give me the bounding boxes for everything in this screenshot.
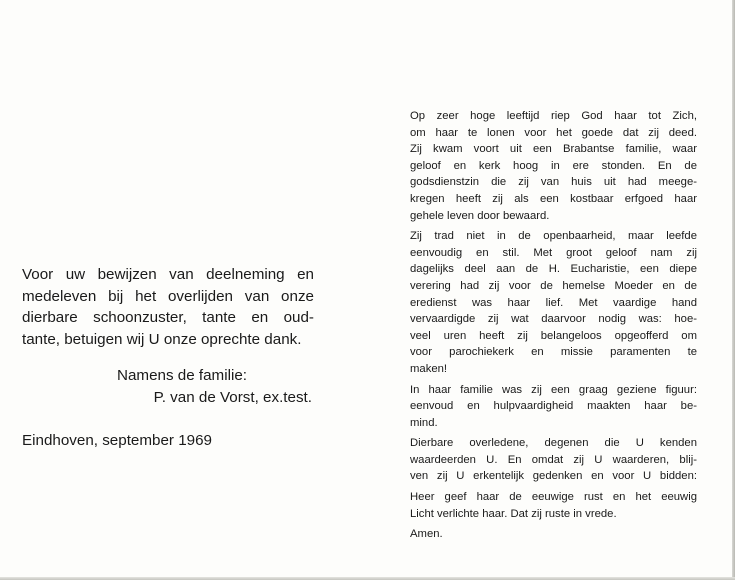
text-line: gehele leven door bewaard. bbox=[410, 209, 550, 222]
thanks-message bbox=[22, 264, 314, 350]
text-line: veel uren heeft zij belangeloos opgeofferd om bbox=[410, 329, 697, 342]
signature-name: P. van de Vorst, ex.test. bbox=[153, 388, 312, 406]
text-line: Zij trad niet in de openbaarheid, maar leefde bbox=[410, 230, 697, 243]
place-date: Eindhoven, september 1969 bbox=[22, 432, 212, 449]
thanks-line: medeleven bij het overlijden van onze bbox=[22, 287, 314, 305]
text-line: kregen heeft zij als een kostbaar erfgoed haar bbox=[410, 192, 697, 205]
text-line: verering had zij voor de hemelse Moeder en de bbox=[410, 279, 697, 292]
prayer-paragraph bbox=[410, 489, 697, 522]
text-line: om haar te lonen voor het goede dat zij deed. bbox=[410, 126, 697, 139]
thanks-line: Voor uw bewijzen van deelneming en bbox=[22, 266, 314, 283]
thanks-panel bbox=[22, 264, 314, 408]
signature-block bbox=[22, 365, 314, 408]
obituary-text bbox=[410, 108, 697, 547]
text-line: waardeerden U. En omdat zij U waarderen, blij- bbox=[410, 453, 697, 466]
text-line: In haar familie was zij een graag geziene figuur: bbox=[410, 383, 697, 396]
text-line: geloof en kerk hoog in ere stonden. En de bbox=[410, 159, 697, 172]
text-line: Op zeer hoge leeftijd riep God haar tot Zich, bbox=[410, 110, 697, 122]
text-line: Amen. bbox=[410, 528, 443, 541]
amen-closing bbox=[410, 526, 697, 543]
text-line: eredienst was haar lief. Met vaardige hand bbox=[410, 296, 697, 309]
text-line: Licht verlichte haar. Dat zij ruste in vrede. bbox=[410, 507, 617, 520]
thanks-line: dierbare schoonzuster, tante en oud- bbox=[22, 309, 314, 326]
signature-label: Namens de familie: bbox=[117, 367, 247, 384]
thanks-line: tante, betuigen wij U onze oprechte dank. bbox=[22, 330, 302, 348]
text-line: Heer geef haar de eeuwige rust en het eeuwig bbox=[410, 491, 697, 504]
text-line: eenvoudig en stil. Met groot geloof nam zij bbox=[410, 246, 697, 259]
text-line: Zij kwam voort uit een Brabantse familie, waar bbox=[410, 143, 697, 156]
text-line: voor parochiekerk en missie paramenten te bbox=[410, 346, 697, 359]
obituary-paragraph bbox=[410, 108, 697, 224]
text-line: eenvoud en hulpvaardigheid maakten haar be- bbox=[410, 400, 697, 413]
text-line: vervaardigde zij wat daarvoor nodig was: hoe- bbox=[410, 313, 697, 326]
text-line: mind. bbox=[410, 416, 438, 429]
text-line: maken! bbox=[410, 362, 448, 375]
text-line: ven zij U erkentelijk gedenken en voor U bidden: bbox=[410, 470, 697, 483]
obituary-paragraph bbox=[410, 382, 697, 432]
obituary-paragraph bbox=[410, 435, 697, 485]
text-line: Dierbare overledene, degenen die U kenden bbox=[410, 437, 697, 450]
text-line: godsdienstzin die zij van huis uit had meege- bbox=[410, 176, 697, 189]
obituary-paragraph bbox=[410, 228, 697, 377]
text-line: dagelijks deel aan de H. Eucharistie, een diepe bbox=[410, 263, 697, 276]
